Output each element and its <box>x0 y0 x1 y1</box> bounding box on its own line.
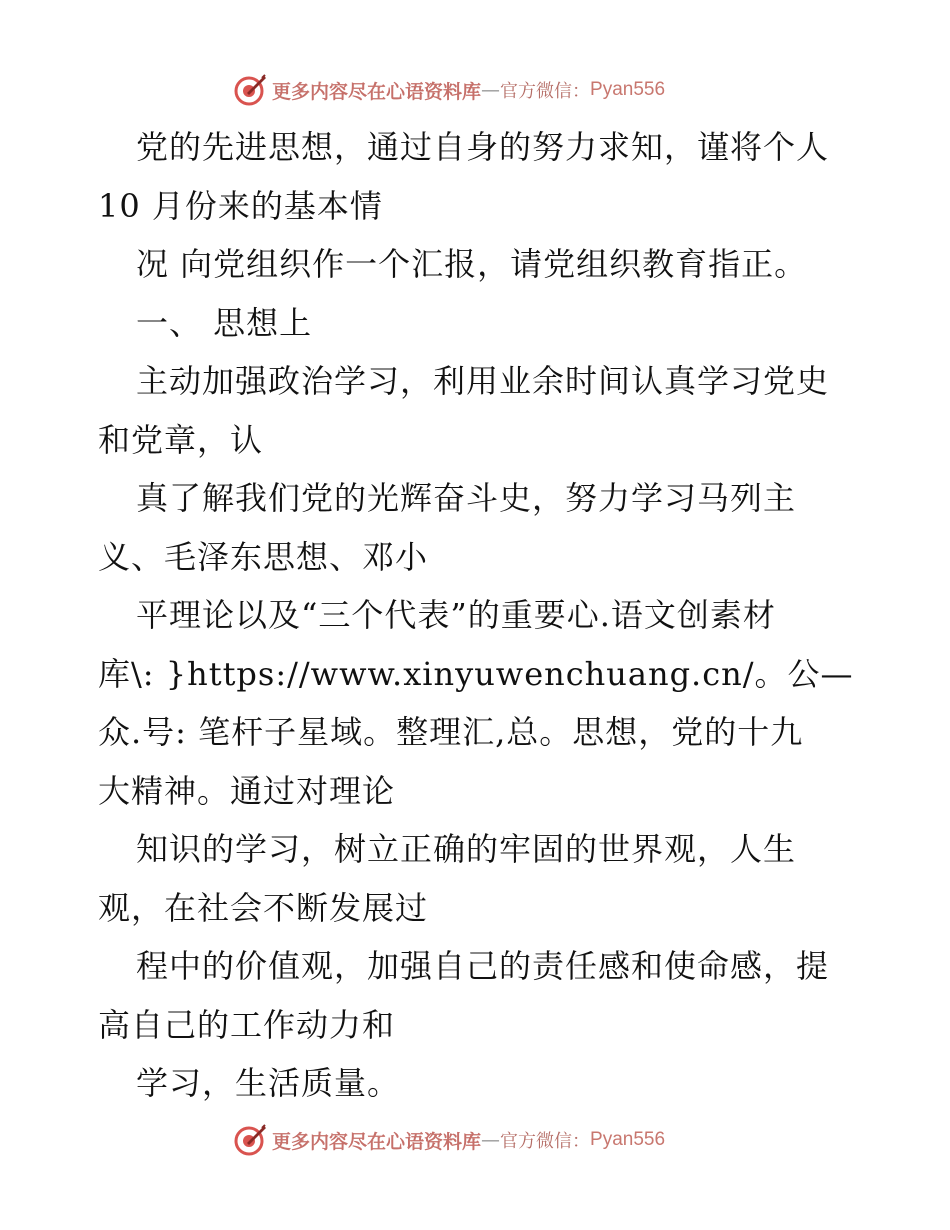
body-line: 学习，生活质量。 <box>136 1064 401 1102</box>
section-heading: 一、 思想上 <box>136 303 313 342</box>
body-line: 主动加强政治学习，利用业余时间认真学习党史 <box>136 362 830 400</box>
banner-separator: — <box>481 79 501 101</box>
banner-wechat-id: Pyan556 <box>590 79 666 100</box>
banner-wechat-label: 官方微信： <box>500 81 591 102</box>
body-line: 大精神。通过对理论 <box>98 771 396 810</box>
body-line: 和党章，认 <box>98 420 264 459</box>
banner-wechat-id: Pyan556 <box>590 1129 666 1150</box>
banner-main-text: 更多内容尽在心语资料库 <box>272 80 482 103</box>
document-body <box>98 118 868 1113</box>
body-line: 程中的价值观，加强自己的责任感和使命感，提 <box>136 947 830 985</box>
footer-watermark-banner <box>234 1120 665 1160</box>
body-line: 义、毛泽东思想、邓小 <box>98 537 429 576</box>
banner-main-text: 更多内容尽在心语资料库 <box>272 1130 482 1153</box>
body-line: 况 向党组织作一个汇报，请党组织教育指正。 <box>136 245 808 283</box>
body-line: 10 月份来的基本情 <box>98 186 383 225</box>
pen-logo-icon <box>234 1123 268 1157</box>
pen-logo-icon <box>234 73 268 107</box>
body-line: 真了解我们党的光辉奋斗史，努力学习马列主 <box>136 479 797 517</box>
body-line: 党的先进思想，通过自身的努力求知，谨将个人 <box>136 128 830 166</box>
body-line: 高自己的工作动力和 <box>98 1005 396 1044</box>
body-line: 知识的学习，树立正确的牢固的世界观，人生 <box>136 830 797 868</box>
body-line: 平理论以及“三个代表”的重要心.语文创素材 <box>136 596 776 634</box>
body-line: 观，在社会不断发展过 <box>98 888 429 927</box>
body-line: 库\: }https://www.xinyuwenchuang.cn/。公— <box>98 654 854 693</box>
body-line: 众.号: 笔杆子星域。整理汇,总。思想，党的十九 <box>98 713 804 751</box>
banner-wechat-label: 官方微信： <box>500 1131 591 1152</box>
banner-separator: — <box>481 1129 501 1151</box>
header-watermark-banner <box>234 70 665 110</box>
